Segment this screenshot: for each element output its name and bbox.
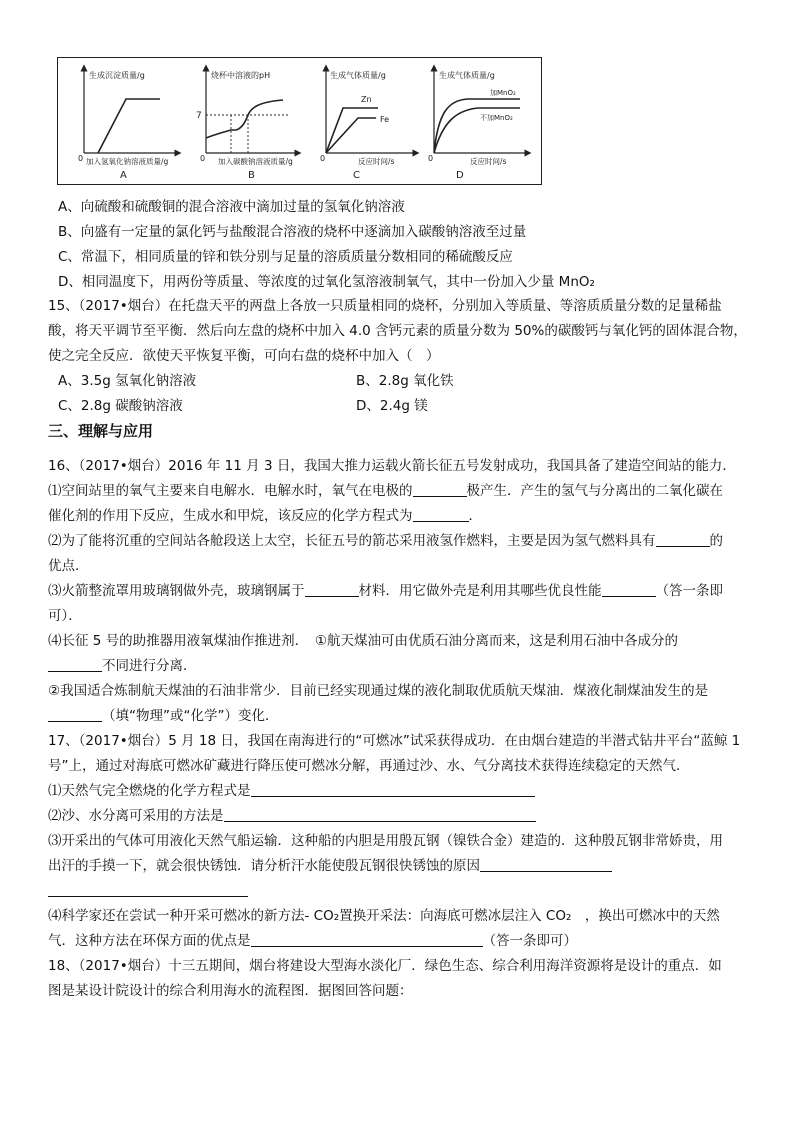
q16-line1: 16、（2017•烟台）2016 年 11 月 3 日，我国大推力运载火箭长征五号发射成功，我国具备了建造空间站的能力． (48, 458, 736, 474)
panel-c-fe-label: Fe (380, 115, 390, 124)
panel-b-xlabel: 加入碳酸钠溶液质量/g (218, 157, 293, 166)
q16-line9 (48, 657, 197, 675)
q17-line4 (48, 807, 536, 825)
answer-blank[interactable] (480, 857, 612, 872)
q17-line3-text: ⑴天然气完全燃烧的化学方程式是 (48, 783, 251, 799)
q15-option-c: C、2.8g 碳酸钠溶液 (58, 398, 183, 414)
q17-line3 (48, 782, 535, 800)
panel-d-ylabel: 生成气体质量/g (439, 71, 495, 80)
q15-line2: 酸，将天平调节至平衡．然后向左盘的烧杯中加入 4.0 含钙元素的质量分数为 50%的碳酸钙与氧化钙的固体混合物， (48, 323, 747, 339)
q15-option-d: D、2.4g 镁 (356, 398, 428, 414)
panel-b-ylabel: 烧杯中溶液的pH (211, 71, 271, 80)
option-14-a: A、向硫酸和硫酸铜的混合溶液中滴加过量的氢氧化钠溶液 (58, 199, 405, 215)
q17-line8-a: 气．这种方法在环保方面的优点是 (48, 933, 251, 949)
q16-line2 (48, 482, 723, 500)
q16-line11-text: （填“物理”或“化学”）变化． (102, 708, 279, 724)
panel-d-xlabel: 反应时间/s (470, 157, 507, 166)
answer-blank[interactable] (48, 657, 102, 672)
panel-d-no-mno2-label: 不加MnO₂ (480, 114, 513, 122)
panel-a (78, 68, 178, 181)
curve-a (98, 99, 160, 153)
answer-blank[interactable] (413, 507, 469, 522)
answer-blank[interactable] (413, 482, 467, 497)
answer-blank[interactable] (656, 532, 710, 547)
q17-line6-text: 出汗的手摸一下，就会很快锈蚀．请分析汗水能使殷瓦钢很快锈蚀的原因 (48, 858, 480, 874)
q16-line3-a: 催化剂的作用下反应，生成水和甲烷，该反应的化学方程式为 (48, 508, 413, 524)
q15-line3: 使之完全反应．欲使天平恢复平衡，可向右盘的烧杯中加入（ ） (48, 348, 440, 364)
section-heading: 三、理解与应用 (48, 422, 154, 440)
answer-blank[interactable] (224, 807, 536, 822)
q17-line1: 17、（2017•烟台）5 月 18 日，我国在南海进行的“可燃冰”试采获得成功．在由烟台建造的半潜式钻井平台“蓝鲸 1 (48, 733, 741, 749)
q17-line6-cont (48, 882, 248, 900)
option-14-d: D、相同温度下，用两份等质量、等浓度的过氧化氢溶液制氧气，其中一份加入少量 MnO₂ (58, 274, 595, 290)
q16-line2-b: 极产生．产生的氢气与分离出的二氧化碳在 (466, 483, 723, 499)
answer-blank[interactable] (251, 932, 483, 947)
panel-c-ylabel: 生成气体质量/g (330, 71, 386, 80)
q16-line9-text: 不同进行分离． (102, 658, 197, 674)
q16-line4-a: ⑵为了能将沉重的空间站各舱段送上太空，长征五号的箭芯采用液氢作燃料，主要是因为氢气燃料具有 (48, 533, 656, 549)
q17-line4-text: ⑵沙、水分离可采用的方法是 (48, 808, 224, 824)
curve-c-fe (326, 118, 376, 153)
q17-line8-b: （答一条即可） (482, 933, 577, 949)
q17-line5: ⑶开采出的气体可用液化天然气船运输．这种船的内胆是用殷瓦钢（镍铁合金）建造的．这种殷瓦钢非常娇贵，用 (48, 833, 723, 849)
panel-c-letter: C (353, 170, 360, 181)
q17-line6 (48, 857, 612, 875)
panel-d-letter: D (456, 170, 464, 181)
q16-line6-c: （答一条即 (655, 583, 723, 599)
answer-blank[interactable] (251, 782, 535, 797)
q16-line7: 可）． (48, 608, 82, 624)
q16-line6 (48, 582, 723, 600)
q16-line10: ②我国适合炼制航天煤油的石油非常少．目前已经实现通过煤的液化制取优质航天煤油．煤液化制煤油发生的是 (48, 683, 709, 699)
q18-line1: 18、（2017•烟台）十三五期间，烟台将建设大型海水淡化厂．绿色生态、综合利用海洋资源将是设计的重点．如 (48, 958, 722, 974)
q17-line2: 号”上，通过对海底可燃冰矿藏进行降压使可燃冰分解，再通过沙、水、气分离技术获得连续稳定的天然气． (48, 758, 690, 774)
q18-line2: 图是某设计院设计的综合利用海水的流程图．据图回答问题： (48, 983, 413, 999)
q16-line3 (48, 507, 482, 525)
answer-blank[interactable] (48, 707, 102, 722)
q15-line1: 15、（2017•烟台）在托盘天平的两盘上各放一只质量相同的烧杯，分别加入等质量、等溶质质量分数的足量稀盐 (48, 298, 722, 314)
panel-b-origin: 0 (200, 154, 206, 163)
graphs-svg (58, 58, 543, 186)
curve-c-zn (326, 108, 378, 153)
panel-a-ylabel: 生成沉淀质量/g (89, 71, 145, 80)
panel-a-origin: 0 (78, 154, 84, 163)
q16-line2-a: ⑴空间站里的氧气主要来自电解水．电解水时，氧气在电极的 (48, 483, 413, 499)
answer-blank[interactable] (602, 582, 656, 597)
panel-d-mno2-label: 加MnO₂ (490, 89, 516, 97)
graphs-figure (57, 57, 542, 185)
q16-line6-a: ⑶火箭整流罩用玻璃钢做外壳，玻璃钢属于 (48, 583, 305, 599)
q15-option-a: A、3.5g 氢氧化钠溶液 (58, 373, 197, 389)
panel-d-origin: 0 (428, 154, 434, 163)
q16-line3-b: ． (468, 508, 482, 524)
q16-line5: 优点． (48, 558, 89, 574)
panel-d (428, 68, 528, 181)
option-14-b: B、向盛有一定量的氯化钙与盐酸混合溶液的烧杯中逐滴加入碳酸钠溶液至过量 (58, 224, 527, 240)
q15-option-b: B、2.8g 氧化铁 (356, 373, 454, 389)
panel-c-xlabel: 反应时间/s (358, 157, 395, 166)
curve-d-mno2 (434, 99, 520, 153)
panel-a-xlabel: 加入氢氧化钠溶液质量/g (86, 157, 169, 166)
q16-line8: ⑷长征 5 号的助推器用液氧煤油作推进剂． ①航天煤油可由优质石油分离而来，这是利用石油中各成分的 (48, 633, 679, 649)
panel-b-letter: B (248, 170, 255, 181)
q16-line6-b: 材料．用它做外壳是利用其哪些优良性能 (358, 583, 602, 599)
answer-blank[interactable] (305, 582, 359, 597)
q16-line4-b: 的 (709, 533, 723, 549)
panel-c (320, 68, 416, 181)
panel-c-zn-label: Zn (361, 95, 372, 104)
answer-blank[interactable] (48, 882, 248, 897)
panel-c-origin: 0 (320, 154, 326, 163)
curve-b (206, 100, 283, 138)
panel-a-letter: A (120, 170, 127, 181)
option-14-c: C、常温下，相同质量的锌和铁分别与足量的溶质质量分数相同的稀硫酸反应 (58, 249, 513, 265)
q17-line8 (48, 932, 577, 950)
q16-line11 (48, 707, 278, 725)
q16-line4 (48, 532, 723, 550)
panel-b (196, 68, 298, 181)
q17-line7: ⑷科学家还在尝试一种开采可燃冰的新方法‐ CO₂置换开采法：向海底可燃冰层注入 CO₂ ，换出可燃冰中的天然 (48, 908, 720, 924)
panel-b-tick: 7 (196, 111, 202, 121)
